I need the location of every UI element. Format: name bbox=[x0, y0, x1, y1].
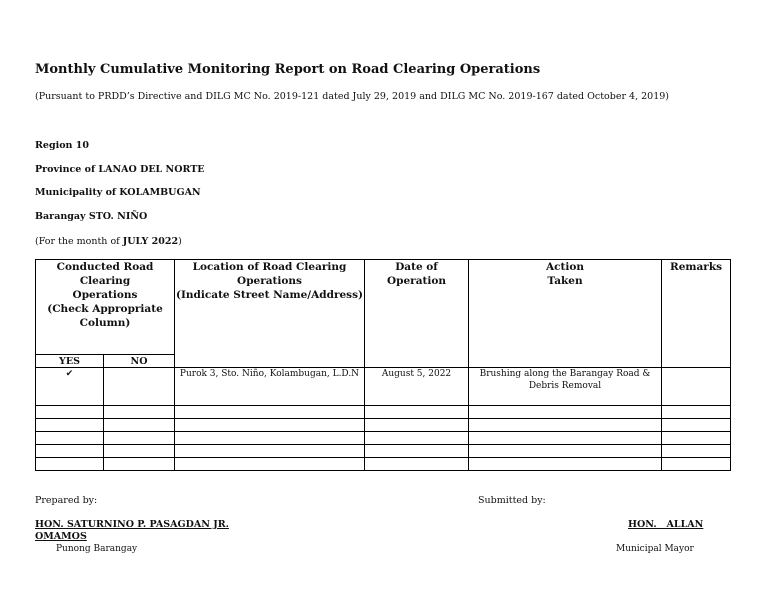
header-conducted-line: Conducted Road bbox=[56, 261, 154, 273]
submitted-name: HON. ALLAN bbox=[628, 519, 704, 530]
cell-no bbox=[104, 368, 175, 406]
cell-date: August 5, 2022 bbox=[365, 368, 469, 406]
prepared-name-line2: OMAMOS bbox=[35, 531, 87, 542]
header-remarks: Remarks bbox=[662, 260, 731, 368]
region-label: Region 10 bbox=[35, 140, 89, 151]
header-date bbox=[365, 260, 469, 368]
submitted-position: Municipal Mayor bbox=[616, 544, 694, 554]
road-clearing-table bbox=[35, 259, 731, 471]
table-row-empty bbox=[36, 406, 731, 419]
header-date-line: Date of bbox=[395, 261, 438, 273]
header-conducted bbox=[36, 260, 175, 355]
header-conducted-line: Column) bbox=[79, 317, 131, 329]
municipality-label: Municipality of KOLAMBUGAN bbox=[35, 187, 201, 198]
cell-remarks bbox=[662, 368, 731, 406]
report-subtitle: (Pursuant to PRDD’s Directive and DILG MC No. 2019-121 dated July 29, 2019 and DILG MC No. 2019-167 dated October 4, 2019) bbox=[35, 91, 670, 102]
period-prefix: (For the month of bbox=[35, 236, 123, 247]
table-row bbox=[36, 368, 731, 406]
header-conducted-line: (Check Appropriate bbox=[47, 303, 163, 315]
report-title: Monthly Cumulative Monitoring Report on Road Clearing Operations bbox=[35, 62, 541, 77]
table-row-empty bbox=[36, 445, 731, 458]
table-row-empty bbox=[36, 419, 731, 432]
header-conducted-line: Clearing bbox=[79, 275, 131, 287]
submitted-by-label: Submitted by: bbox=[478, 495, 546, 506]
table-header-row bbox=[36, 260, 731, 355]
province-label: Province of LANAO DEL NORTE bbox=[35, 164, 205, 175]
header-action-line: Action bbox=[545, 261, 585, 273]
header-yes: YES bbox=[36, 355, 104, 368]
barangay-label: Barangay STO. NIÑO bbox=[35, 211, 148, 222]
table-row-empty bbox=[36, 458, 731, 471]
header-location-line: (Indicate Street Name/Address) bbox=[176, 289, 363, 301]
cell-action-line: Debris Removal bbox=[528, 381, 602, 391]
period-suffix: ) bbox=[178, 236, 182, 247]
header-action-line: Taken bbox=[547, 275, 583, 287]
header-location-line: Operations bbox=[237, 275, 302, 287]
cell-action bbox=[469, 368, 662, 406]
header-date-line: Operation bbox=[387, 275, 446, 287]
header-no: NO bbox=[104, 355, 175, 368]
header-conducted-line: Operations bbox=[72, 289, 138, 301]
header-location-line: Location of Road Clearing bbox=[192, 261, 347, 273]
header-action bbox=[469, 260, 662, 368]
prepared-name-line1: HON. SATURNINO P. PASAGDAN JR. bbox=[35, 519, 229, 530]
cell-action-line: Brushing along the Barangay Road & bbox=[479, 369, 651, 379]
header-location bbox=[175, 260, 365, 368]
report-period bbox=[35, 236, 182, 247]
cell-location: Purok 3, Sto. Niño, Kolambugan, L.D.N bbox=[175, 368, 365, 406]
period-month: JULY 2022 bbox=[122, 236, 179, 247]
table-row-empty bbox=[36, 432, 731, 445]
prepared-position: Punong Barangay bbox=[56, 544, 138, 554]
prepared-by-label: Prepared by: bbox=[35, 495, 98, 506]
cell-yes-check: ✔ bbox=[36, 368, 104, 406]
